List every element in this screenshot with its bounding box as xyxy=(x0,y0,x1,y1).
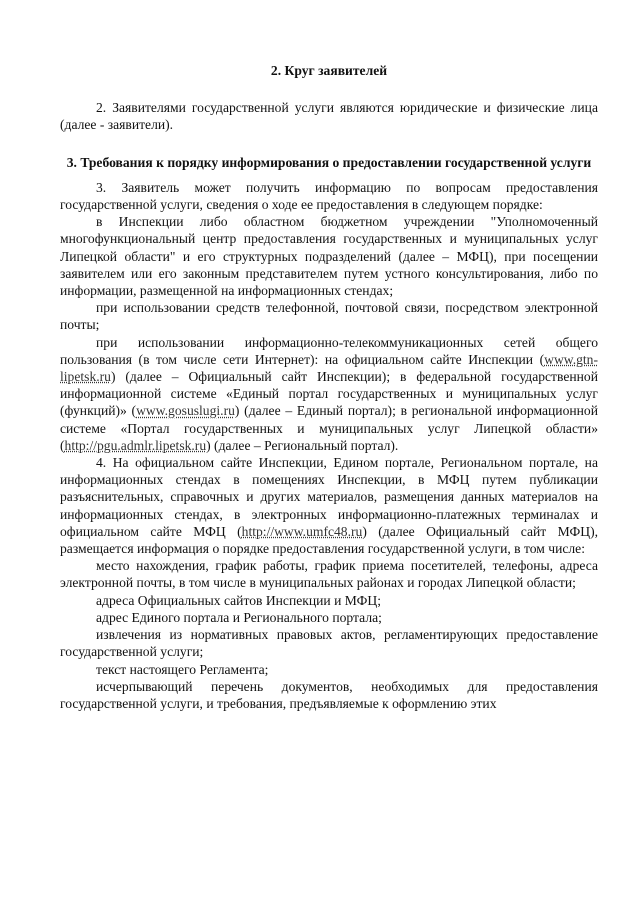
paragraph-4c: адрес Единого портала и Регионального портала; xyxy=(96,609,382,625)
paragraph-4a: место нахождения, график работы, график приема посетителей, телефоны, адреса электронной почты, в том числе в муниципальных районах и городах Липецкой области; xyxy=(60,558,598,591)
paragraph-3c xyxy=(60,334,598,454)
paragraph-3c-text-4: ) (далее – Региональный портал). xyxy=(206,437,399,453)
paragraph-3a: в Инспекции либо областном бюджетном учреждении "Уполномоченный многофункциональный центр предоставления государственных и муниципальных услуг Липецкой области" и его структурных подразделений (далее – МФЦ), при посещении заявителем или его законным представителем путем устного консультирования, либо по информации, размещенной на информационных стендах; xyxy=(60,214,598,299)
paragraph-4 xyxy=(60,454,598,557)
paragraph-2: 2. Заявителями государственной услуги являются юридические и физические лица (далее - заявители). xyxy=(60,100,598,133)
regional-portal-link[interactable]: http://pgu.admlr.lipetsk.ru xyxy=(64,437,207,453)
paragraph-4b: адреса Официальных сайтов Инспекции и МФЦ; xyxy=(96,592,381,608)
section-2-heading: 2. Круг заявителей xyxy=(270,63,388,78)
gosuslugi-link[interactable]: www.gosuslugi.ru xyxy=(136,403,235,419)
paragraph-3c-text-3: ) (далее – Единый портал); в региональной информационной системе «Портал государственных и муниципальных услуг Липецкой области» ( xyxy=(60,403,598,453)
mfc-site-link[interactable]: http://www.umfc48.ru xyxy=(241,523,363,539)
paragraph-3c-text-2: ) (далее – Официальный сайт Инспекции); в федеральной государственной информационной системе «Единый портал государственных и муниципальных услуг (функций)» ( xyxy=(60,369,598,419)
paragraph-3c-text-1: при использовании информационно-телекоммуникационных сетей общего пользования (в том числе сети Интернет): на официальном сайте Инспекции ( xyxy=(60,334,598,367)
paragraph-3b: при использовании средств телефонной, почтовой связи, посредством электронной почты; xyxy=(60,300,598,333)
document-page xyxy=(60,62,598,712)
paragraph-4d: извлечения из нормативных правовых актов, регламентирующих предоставление государственной услуги; xyxy=(60,627,598,660)
paragraph-4-text-1: 4. На официальном сайте Инспекции, Едином портале, Региональном портале, на информационных стендах в помещениях Инспекции, в МФЦ путем публикации разъяснительных, справочных и других материалов, размещения данных материалов на информационных стендах, в электронных информационно-платежных терминалах и официальном сайте МФЦ ( xyxy=(60,455,598,539)
paragraph-4-text-2: ) (далее Официальный сайт МФЦ), размещается информация о порядке предоставления государственной услуги, в том числе: xyxy=(60,523,598,557)
inspection-site-link[interactable]: www.gtn-lipetsk.ru xyxy=(60,351,598,385)
paragraph-4f: исчерпывающий перечень документов, необходимых для предоставления государственной услуги, и требования, предъявляемые к оформлению этих xyxy=(60,678,598,711)
section-3-heading: 3. Требования к порядку информирования о предоставлении государственной услуги xyxy=(66,154,592,170)
paragraph-4e: текст настоящего Регламента; xyxy=(96,661,269,677)
paragraph-3: 3. Заявитель может получить информацию по вопросам предоставления государственной услуги, сведения о ходе ее предоставления в следующем порядке: xyxy=(60,179,598,213)
